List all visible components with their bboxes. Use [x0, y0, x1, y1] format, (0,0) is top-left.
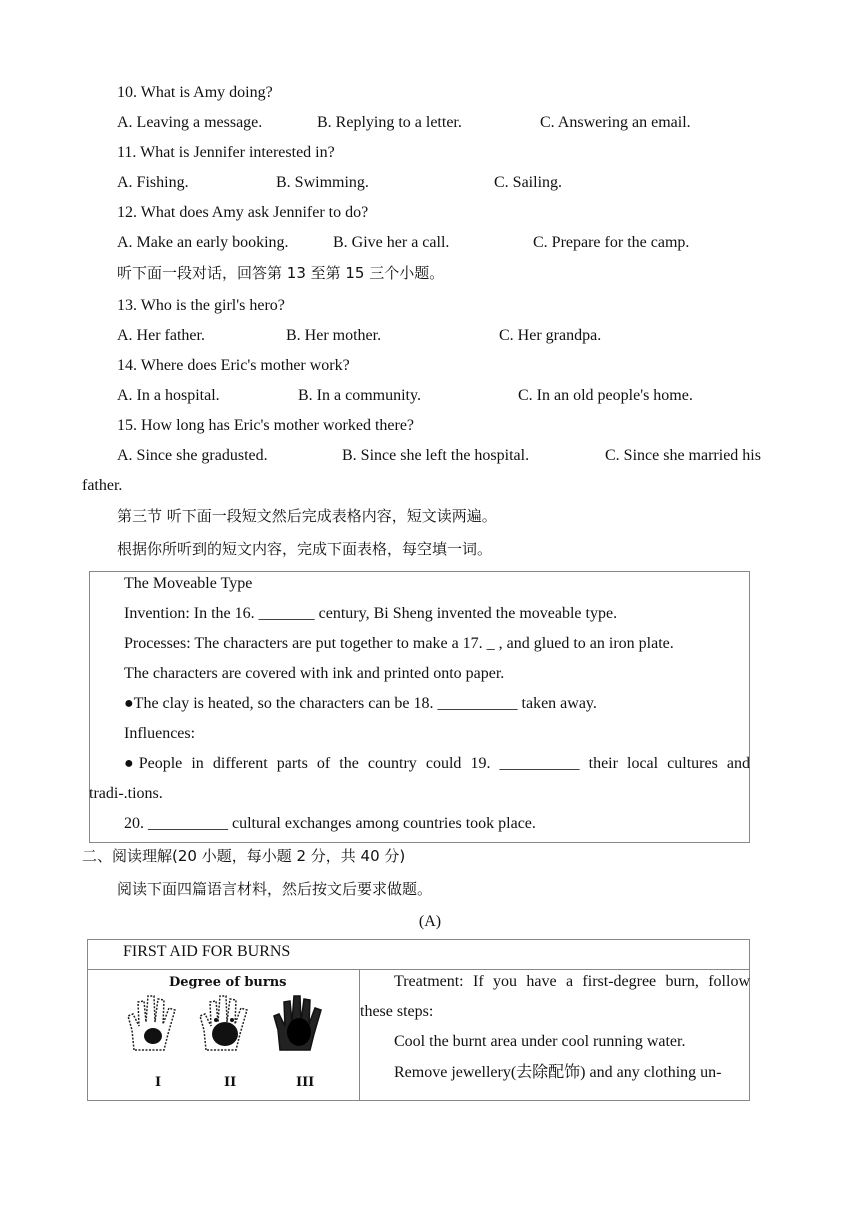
option-15c-continued: father.: [82, 477, 123, 494]
option-13a: A. Her father.: [117, 327, 205, 344]
option-15a: A. Since she gradusted.: [117, 447, 268, 464]
invention-line: Invention: In the 16. _______ century, Bi Sheng invented the moveable type.: [124, 605, 618, 622]
option-12c: C. Prepare for the camp.: [533, 234, 690, 251]
option-10a: A. Leaving a message.: [117, 114, 263, 131]
influence-line-1-continued: tradi-.tions.: [89, 785, 163, 802]
question-15: 15. How long has Eric's mother worked there?: [117, 417, 415, 434]
option-15c: C. Since she married his: [605, 447, 761, 464]
passage-label: (A): [418, 913, 442, 930]
clay-line: ●The clay is heated, so the characters can be 18. __________ taken away.: [124, 695, 597, 712]
option-14b: B. In a community.: [298, 387, 421, 404]
processes-line: Processes: The characters are put together to make a 17. _ , and glued to an iron plate.: [124, 635, 674, 652]
option-11b: B. Swimming.: [276, 174, 369, 191]
option-14c: C. In an old people's home.: [518, 387, 693, 404]
option-14a: A. In a hospital.: [117, 387, 220, 404]
figure-title: Degree of burns: [169, 975, 287, 990]
option-13c: C. Her grandpa.: [499, 327, 602, 344]
section3-instruction: 根据你所听到的短文内容，完成下面表格，每空填一词。: [117, 540, 493, 558]
table-title: The Moveable Type: [124, 575, 253, 592]
degree-label-2: II: [224, 1075, 237, 1090]
option-12a: A. Make an early booking.: [117, 234, 289, 251]
option-13b: B. Her mother.: [286, 327, 382, 344]
hand-third-degree-icon: [270, 990, 330, 1060]
question-13: 13. Who is the girl's hero?: [117, 297, 285, 314]
influences-label: Influences:: [124, 725, 196, 742]
influence-line-1: ●People in different parts of the country could 19. __________ their local cultures and: [124, 755, 750, 772]
option-10c: C. Answering an email.: [540, 114, 691, 131]
hand-first-degree-icon: [124, 990, 184, 1060]
ink-line: The characters are covered with ink and printed onto paper.: [124, 665, 505, 682]
question-11: 11. What is Jennifer interested in?: [117, 144, 335, 161]
reading-instruction: 阅读下面四篇语言材料，然后按文后要求做题。: [117, 880, 433, 898]
treatment-line-1: Treatment: If you have a first-degree burn, follow: [394, 973, 750, 990]
treatment-step-remove: Remove jewellery(去除配饰) and any clothing un-: [394, 1064, 722, 1081]
question-10: 10. What is Amy doing?: [117, 84, 273, 101]
hand-second-degree-icon: [196, 990, 256, 1060]
degree-label-3: III: [296, 1075, 315, 1090]
option-10b: B. Replying to a letter.: [317, 114, 462, 131]
section3-title: 第三节 听下面一段短文然后完成表格内容，短文读两遍。: [117, 507, 497, 525]
table-divider: [87, 969, 750, 970]
option-15b: B. Since she left the hospital.: [342, 447, 530, 464]
question-14: 14. Where does Eric's mother work?: [117, 357, 350, 374]
option-12b: B. Give her a call.: [333, 234, 450, 251]
treatment-step-cool: Cool the burnt area under cool running water.: [394, 1033, 686, 1050]
question-12: 12. What does Amy ask Jennifer to do?: [117, 204, 369, 221]
reading-heading: 二、阅读理解(20 小题，每小题 2 分，共 40 分): [82, 847, 406, 865]
influence-line-2: 20. __________ cultural exchanges among countries took place.: [124, 815, 536, 832]
burns-table-title: FIRST AID FOR BURNS: [123, 943, 291, 960]
instruction-13-15: 听下面一段对话，回答第 13 至第 15 三个小题。: [117, 264, 445, 282]
degree-label-1: I: [155, 1075, 162, 1090]
treatment-line-1-continued: these steps:: [360, 1003, 434, 1020]
option-11a: A. Fishing.: [117, 174, 189, 191]
option-11c: C. Sailing.: [494, 174, 563, 191]
table-column-divider: [359, 969, 360, 1101]
